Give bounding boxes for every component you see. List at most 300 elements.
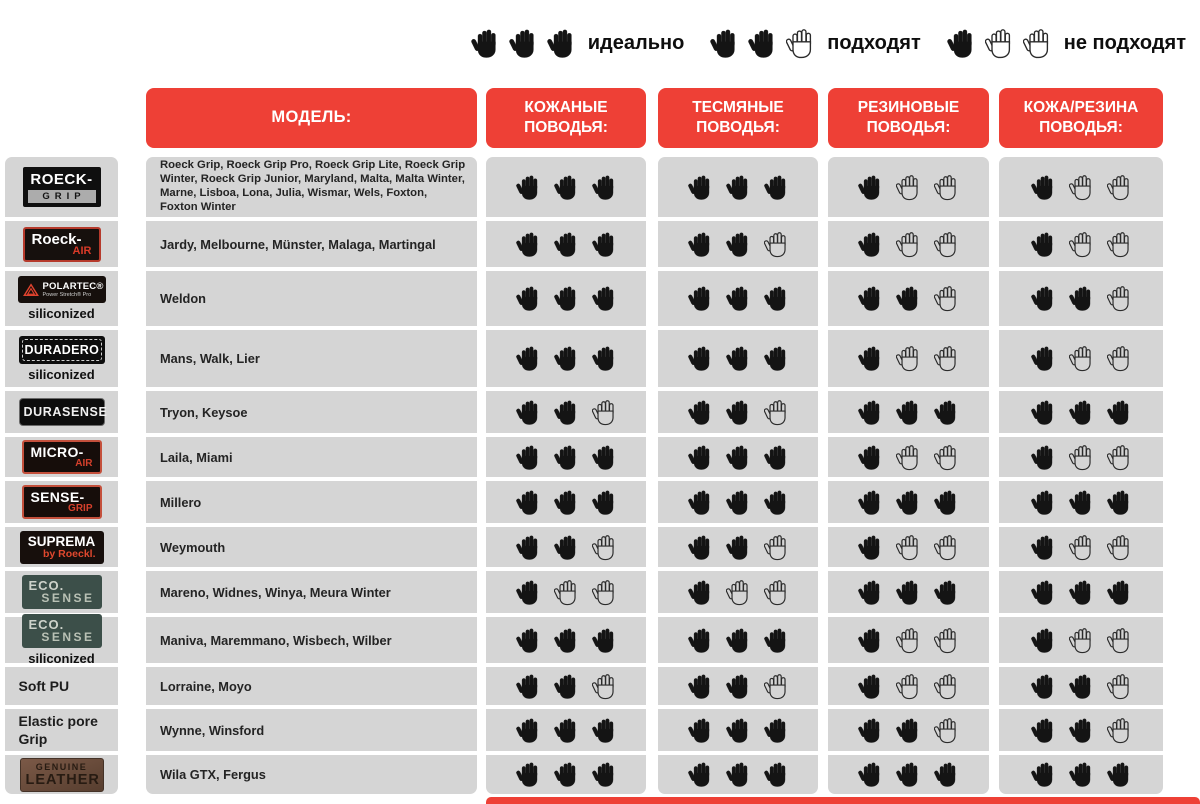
hand-filled-icon <box>858 673 883 700</box>
rating-cell <box>486 391 646 433</box>
material-cell <box>5 391 118 433</box>
rating-hands <box>688 489 789 516</box>
hand-outline-icon <box>896 174 921 201</box>
rating-hands <box>858 627 959 654</box>
rating-hands <box>858 345 959 372</box>
logo-line: DURASENSE <box>23 405 108 419</box>
hand-filled-icon <box>592 444 617 471</box>
siliconized-label: siliconized <box>28 651 95 666</box>
rating-cell <box>828 617 989 663</box>
models-text: Mareno, Widnes, Winya, Meura Winter <box>160 584 391 600</box>
rating-cell <box>999 481 1163 523</box>
rating-cell <box>999 709 1163 751</box>
hand-filled-icon <box>726 673 751 700</box>
hand-filled-icon <box>516 579 541 606</box>
hand-filled-icon <box>547 28 576 59</box>
hand-filled-icon <box>554 345 579 372</box>
rating-cell <box>486 271 646 326</box>
rating-hands <box>1031 627 1132 654</box>
hand-filled-icon <box>896 579 921 606</box>
rating-hands <box>1031 579 1132 606</box>
hand-outline-icon <box>554 579 579 606</box>
table-header-row <box>5 88 1163 148</box>
hand-filled-icon <box>554 627 579 654</box>
logo-line: LEATHER <box>25 771 100 788</box>
rating-hands <box>858 444 959 471</box>
legend <box>471 28 1186 59</box>
hand-outline-icon <box>896 345 921 372</box>
hand-outline-icon <box>1107 285 1132 312</box>
rating-hands <box>516 345 617 372</box>
hand-outline-icon <box>1107 717 1132 744</box>
models-cell <box>146 755 477 794</box>
hand-outline-icon <box>896 534 921 561</box>
hand-filled-icon <box>1069 399 1094 426</box>
rating-hands <box>1031 673 1132 700</box>
hand-filled-icon <box>1031 717 1056 744</box>
rating-cell <box>828 527 989 567</box>
hand-filled-icon <box>1031 285 1056 312</box>
material-cell <box>5 271 118 326</box>
logo-line: Roeck- <box>31 230 82 248</box>
rating-cell <box>828 481 989 523</box>
rating-hands <box>858 399 959 426</box>
hand-filled-icon <box>764 285 789 312</box>
models-text: Tryon, Keysoe <box>160 404 248 420</box>
rating-cell <box>658 571 818 613</box>
rating-cell <box>999 617 1163 663</box>
column-header-reins: РЕЗИНОВЫЕ ПОВОДЬЯ: <box>828 88 989 148</box>
hand-outline-icon <box>1107 534 1132 561</box>
hand-outline-icon <box>1107 174 1132 201</box>
rating-hands <box>858 717 959 744</box>
hand-filled-icon <box>516 673 541 700</box>
hand-filled-icon <box>858 717 883 744</box>
rating-cell <box>486 437 646 477</box>
rating-hands <box>516 444 617 471</box>
material-cell <box>5 157 118 217</box>
material-cell <box>5 221 118 267</box>
rating-cell <box>828 391 989 433</box>
hand-filled-icon <box>1031 174 1056 201</box>
rating-hands <box>688 399 789 426</box>
hand-filled-icon <box>688 285 713 312</box>
rating-cell <box>486 571 646 613</box>
hand-filled-icon <box>1031 673 1056 700</box>
rating-cell <box>828 437 989 477</box>
hand-filled-icon <box>1107 399 1132 426</box>
hand-filled-icon <box>858 761 883 788</box>
hand-filled-icon <box>592 174 617 201</box>
roeck-air-logo <box>23 227 101 262</box>
hand-filled-icon <box>764 761 789 788</box>
hand-filled-icon <box>764 345 789 372</box>
hand-filled-icon <box>592 345 617 372</box>
material-cell <box>5 330 118 387</box>
hand-filled-icon <box>516 627 541 654</box>
hand-filled-icon <box>592 627 617 654</box>
hand-outline-icon <box>1107 673 1132 700</box>
next-section-edge <box>486 797 1200 804</box>
hand-filled-icon <box>764 174 789 201</box>
hand-filled-icon <box>764 444 789 471</box>
hand-outline-icon <box>764 399 789 426</box>
hand-outline-icon <box>1069 231 1094 258</box>
rating-hands <box>688 534 789 561</box>
hand-outline-icon <box>1023 28 1052 59</box>
hand-filled-icon <box>516 534 541 561</box>
hand-filled-icon <box>1107 761 1132 788</box>
hand-filled-icon <box>688 534 713 561</box>
hand-outline-icon <box>934 717 959 744</box>
rating-cell <box>486 221 646 267</box>
hand-filled-icon <box>471 28 500 59</box>
material-cell <box>5 667 118 705</box>
material-cell <box>5 437 118 477</box>
logo-line: DURADERO <box>22 339 102 361</box>
rating-hands <box>516 761 617 788</box>
rating-cell <box>486 617 646 663</box>
models-cell <box>146 527 477 567</box>
hand-outline-icon <box>1069 444 1094 471</box>
rating-hands <box>516 534 617 561</box>
logo-line: POLARTEC® <box>42 281 104 292</box>
text-logo: Elastic pore Grip <box>18 712 98 747</box>
rating-cell <box>658 667 818 705</box>
rating-hands <box>516 399 617 426</box>
rating-cell <box>486 755 646 794</box>
hand-filled-icon <box>1031 627 1056 654</box>
hand-outline-icon <box>934 285 959 312</box>
logo-line: AIR <box>72 244 92 257</box>
hand-outline-icon <box>934 534 959 561</box>
logo-line: SENSE- <box>30 489 85 505</box>
logo-line: MICRO- <box>30 444 84 460</box>
hand-filled-icon <box>726 761 751 788</box>
column-header-model: МОДЕЛЬ: <box>146 88 477 148</box>
models-cell <box>146 157 477 217</box>
sense-grip-logo <box>22 485 102 519</box>
material-cell <box>5 617 118 666</box>
eco-sense-logo <box>22 575 102 609</box>
hand-filled-icon <box>592 761 617 788</box>
hand-outline-icon <box>726 579 751 606</box>
hand-filled-icon <box>858 345 883 372</box>
legend-label: подходят <box>827 32 921 54</box>
rating-hands <box>516 231 617 258</box>
hand-filled-icon <box>688 174 713 201</box>
logo-line: SUPREMA <box>27 533 96 549</box>
rating-cell <box>999 271 1163 326</box>
rating-hands <box>858 761 959 788</box>
rating-hands <box>688 174 789 201</box>
polartec-text <box>43 281 104 298</box>
hand-filled-icon <box>592 717 617 744</box>
rating-cell <box>828 667 989 705</box>
logo-line: by Roeckl. <box>42 547 96 560</box>
hand-filled-icon <box>934 761 959 788</box>
rating-hands <box>688 579 789 606</box>
hand-filled-icon <box>858 534 883 561</box>
rating-cell <box>658 481 818 523</box>
rating-cell <box>828 709 989 751</box>
rating-cell <box>658 437 818 477</box>
hand-outline-icon <box>896 627 921 654</box>
rating-hands <box>1031 399 1132 426</box>
hand-filled-icon <box>1107 579 1132 606</box>
hand-filled-icon <box>858 174 883 201</box>
hand-filled-icon <box>516 285 541 312</box>
hand-filled-icon <box>554 399 579 426</box>
hand-outline-icon <box>764 231 789 258</box>
material-cell <box>5 709 118 751</box>
hand-filled-icon <box>516 761 541 788</box>
rating-cell <box>999 667 1163 705</box>
hand-outline-icon <box>934 345 959 372</box>
hand-filled-icon <box>688 489 713 516</box>
hand-outline-icon <box>896 673 921 700</box>
material-cell <box>5 571 118 613</box>
rating-hands <box>1031 345 1132 372</box>
rating-hands <box>858 231 959 258</box>
hand-filled-icon <box>592 285 617 312</box>
legend-label: идеально <box>587 32 685 54</box>
leather-logo <box>20 758 104 792</box>
models-cell <box>146 709 477 751</box>
hand-filled-icon <box>896 717 921 744</box>
hand-filled-icon <box>1069 489 1094 516</box>
logo-line: AIR <box>75 458 93 469</box>
hand-filled-icon <box>516 717 541 744</box>
hand-filled-icon <box>688 231 713 258</box>
models-cell <box>146 271 477 326</box>
rating-hands <box>688 673 789 700</box>
hand-outline-icon <box>1069 534 1094 561</box>
hand-filled-icon <box>858 444 883 471</box>
hand-filled-icon <box>554 174 579 201</box>
material-cell <box>5 527 118 567</box>
models-text: Wila GTX, Fergus <box>160 767 266 782</box>
rating-hands <box>471 28 576 59</box>
hand-outline-icon <box>592 534 617 561</box>
rating-hands <box>1031 761 1132 788</box>
hand-filled-icon <box>688 761 713 788</box>
models-text: Jardy, Melbourne, Münster, Malaga, Martingal <box>160 236 436 252</box>
hand-filled-icon <box>764 717 789 744</box>
rating-cell <box>828 221 989 267</box>
models-text: Wynne, Winsford <box>160 722 265 738</box>
logo-line: SENSE <box>41 591 95 605</box>
hand-filled-icon <box>726 444 751 471</box>
rating-hands <box>688 627 789 654</box>
rating-cell <box>486 527 646 567</box>
legend-item <box>710 28 920 59</box>
rating-hands <box>516 489 617 516</box>
rating-hands <box>516 717 617 744</box>
hand-filled-icon <box>858 285 883 312</box>
rating-cell <box>999 437 1163 477</box>
hand-filled-icon <box>726 717 751 744</box>
models-cell <box>146 391 477 433</box>
rating-hands <box>688 345 789 372</box>
models-text: Laila, Miami <box>160 449 233 465</box>
hand-outline-icon <box>1107 627 1132 654</box>
rating-hands <box>688 761 789 788</box>
hand-filled-icon <box>934 489 959 516</box>
hand-filled-icon <box>554 285 579 312</box>
rating-hands <box>516 579 617 606</box>
rating-cell <box>999 391 1163 433</box>
legend-item <box>947 28 1186 59</box>
models-cell <box>146 221 477 267</box>
roeck-grip-logo <box>23 167 101 207</box>
rating-hands <box>688 444 789 471</box>
rating-cell <box>828 157 989 217</box>
rating-cell <box>486 481 646 523</box>
hand-filled-icon <box>896 489 921 516</box>
logo-line: ECO. <box>28 578 65 593</box>
rating-cell <box>658 617 818 663</box>
rating-cell <box>828 330 989 387</box>
rating-hands <box>710 28 815 59</box>
hand-filled-icon <box>896 761 921 788</box>
rating-hands <box>858 579 959 606</box>
hand-filled-icon <box>516 444 541 471</box>
hand-filled-icon <box>554 231 579 258</box>
siliconized-label: siliconized <box>28 306 95 321</box>
hand-filled-icon <box>688 717 713 744</box>
hand-filled-icon <box>858 489 883 516</box>
rating-hands <box>1031 231 1132 258</box>
hand-outline-icon <box>764 673 789 700</box>
hand-outline-icon <box>1069 627 1094 654</box>
rating-hands <box>688 285 789 312</box>
hand-filled-icon <box>688 627 713 654</box>
rating-cell <box>658 709 818 751</box>
models-text: Millero <box>160 494 202 510</box>
logo-line: ECO. <box>28 617 65 632</box>
text-logo: Soft PU <box>18 677 70 694</box>
rating-cell <box>658 157 818 217</box>
models-text: Mans, Walk, Lier <box>160 351 260 366</box>
hand-filled-icon <box>592 231 617 258</box>
hand-outline-icon <box>1107 345 1132 372</box>
hand-filled-icon <box>726 399 751 426</box>
hand-filled-icon <box>726 345 751 372</box>
hand-filled-icon <box>947 28 976 59</box>
hand-filled-icon <box>726 231 751 258</box>
hand-filled-icon <box>688 579 713 606</box>
hand-filled-icon <box>1031 399 1056 426</box>
hand-filled-icon <box>554 489 579 516</box>
hand-filled-icon <box>726 174 751 201</box>
rating-hands <box>858 534 959 561</box>
hand-filled-icon <box>764 627 789 654</box>
hand-outline-icon <box>934 231 959 258</box>
hand-filled-icon <box>516 399 541 426</box>
hand-filled-icon <box>858 627 883 654</box>
models-text: Weldon <box>160 291 206 306</box>
hand-filled-icon <box>1069 717 1094 744</box>
hand-filled-icon <box>1069 285 1094 312</box>
hand-filled-icon <box>1031 231 1056 258</box>
hand-outline-icon <box>934 444 959 471</box>
rating-hands <box>1031 489 1132 516</box>
hand-filled-icon <box>726 489 751 516</box>
material-cell <box>5 755 118 794</box>
models-text: Lorraine, Moyo <box>160 678 252 694</box>
rating-hands <box>1031 285 1132 312</box>
hand-filled-icon <box>509 28 538 59</box>
rating-cell <box>999 571 1163 613</box>
logo-line: GRIP <box>68 503 93 514</box>
hand-outline-icon <box>592 579 617 606</box>
rating-hands <box>516 627 617 654</box>
models-text: Weymouth <box>160 539 226 555</box>
models-cell <box>146 571 477 613</box>
models-text: Maniva, Maremmano, Wisbech, Wilber <box>160 632 392 648</box>
hand-filled-icon <box>516 345 541 372</box>
hand-filled-icon <box>688 399 713 426</box>
hand-filled-icon <box>554 534 579 561</box>
hand-outline-icon <box>1069 174 1094 201</box>
hand-filled-icon <box>1031 444 1056 471</box>
hand-outline-icon <box>592 673 617 700</box>
rating-hands <box>1031 444 1132 471</box>
rating-hands <box>516 673 617 700</box>
hand-outline-icon <box>764 579 789 606</box>
hand-filled-icon <box>896 399 921 426</box>
hand-outline-icon <box>592 399 617 426</box>
hand-outline-icon <box>934 627 959 654</box>
hand-filled-icon <box>1069 579 1094 606</box>
hand-outline-icon <box>985 28 1014 59</box>
hand-filled-icon <box>764 489 789 516</box>
legend-label: не подходят <box>1063 32 1186 54</box>
hand-filled-icon <box>554 761 579 788</box>
logo-line: SENSE <box>41 630 95 644</box>
rating-cell <box>658 755 818 794</box>
rating-cell <box>658 330 818 387</box>
rating-cell <box>999 221 1163 267</box>
polartec-triangle-icon <box>23 283 39 297</box>
rating-hands <box>516 285 617 312</box>
hand-filled-icon <box>688 345 713 372</box>
column-header-reins: КОЖА/РЕЗИНА ПОВОДЬЯ: <box>999 88 1163 148</box>
hand-outline-icon <box>1107 444 1132 471</box>
micro-air-logo <box>22 440 102 474</box>
rating-cell <box>999 330 1163 387</box>
rating-hands <box>947 28 1052 59</box>
rating-cell <box>658 391 818 433</box>
hand-filled-icon <box>858 231 883 258</box>
hand-filled-icon <box>858 399 883 426</box>
rating-hands <box>858 489 959 516</box>
hand-filled-icon <box>896 285 921 312</box>
hand-filled-icon <box>726 627 751 654</box>
rating-hands <box>516 174 617 201</box>
hand-filled-icon <box>1031 489 1056 516</box>
logo-line: GENUINE <box>35 761 88 772</box>
legend-item <box>471 28 685 59</box>
rating-cell <box>486 330 646 387</box>
rating-hands <box>858 285 959 312</box>
durasense-logo <box>19 398 108 426</box>
column-header-reins: ТЕСМЯНЫЕ ПОВОДЬЯ: <box>658 88 818 148</box>
hand-outline-icon <box>934 174 959 201</box>
hand-filled-icon <box>710 28 739 59</box>
rating-cell <box>999 157 1163 217</box>
